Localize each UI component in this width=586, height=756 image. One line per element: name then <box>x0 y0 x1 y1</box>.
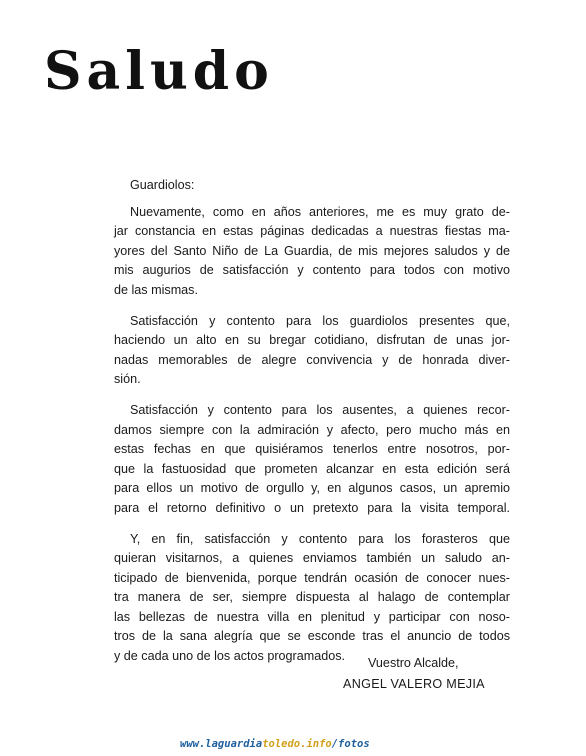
text-line: Nuevamente, como en años anteriores, me es muy grato de- <box>130 204 510 219</box>
text-line: Satisfacción y contento para los ausentes, a quienes recor- <box>130 402 510 417</box>
paragraph-3 <box>114 401 510 519</box>
paragraph-4 <box>114 530 510 667</box>
text-line: las bellezas de nuestra villa en plenitud y participar con noso- <box>114 609 510 624</box>
text-line: mis augurios de satisfacción y contento para todos con motivo <box>114 263 510 278</box>
text-line: haciendo un alto en su bregar cotidiano, disfrutan de unas jor- <box>114 333 510 348</box>
text-line: Y, en fin, satisfacción y contento para los forasteros que <box>130 531 510 546</box>
watermark-url <box>180 738 370 750</box>
signature-closing: Vuestro Alcalde, <box>368 656 459 670</box>
text-line: jar constancia en estas páginas dedicadas a nuestras fiestas ma- <box>114 224 510 239</box>
watermark-part: www.laguardia <box>180 738 263 750</box>
text-line: yores del Santo Niño de La Guardia, de mis mejores saludos y de <box>114 243 510 258</box>
signature-name: ANGEL VALERO MEJIA <box>343 677 485 691</box>
text-line: tros de la sana alegría que se esconde tras el anuncio de todos <box>114 629 510 644</box>
text-line: sión. <box>114 372 141 387</box>
text-line: estas fechas en que quisiéramos tenerlos entre nosotros, por- <box>114 442 510 457</box>
page-title: Saludo <box>44 41 274 102</box>
text-line: ticipado de bienvenida, porque tendrán ocasión de conocer nues- <box>114 570 510 585</box>
salutation: Guardiolos: <box>130 178 195 192</box>
letter-body <box>114 176 510 678</box>
text-line: nadas memorables de alegre convivencia y de honrada diver- <box>114 352 510 367</box>
text-line: de las mismas. <box>114 282 198 297</box>
text-line: damos siempre con la admiración y afecto, pero mucho más en <box>114 422 510 437</box>
text-line: para el retorno definitivo o un pretexto para la visita temporal. <box>114 500 510 515</box>
watermark-part: toledo.info <box>262 738 332 750</box>
watermark-part: /fotos <box>331 738 370 750</box>
text-line: para ellos un motivo de orgullo y, en algunos casos, un apremio <box>114 481 510 496</box>
text-line: quieran visitarnos, a quienes enviamos también un saludo an- <box>114 551 510 566</box>
paragraph-1 <box>114 203 510 301</box>
text-line: que la fastuosidad que prometen alcanzar en esta edición será <box>114 461 510 476</box>
text-line: tra manera de ser, siempre dispuesta al halago de contemplar <box>114 590 510 605</box>
text-line: Satisfacción y contento para los guardiolos presentes que, <box>130 313 510 328</box>
paragraph-2 <box>114 312 510 390</box>
text-line: y de cada uno de los actos programados. <box>114 649 346 664</box>
